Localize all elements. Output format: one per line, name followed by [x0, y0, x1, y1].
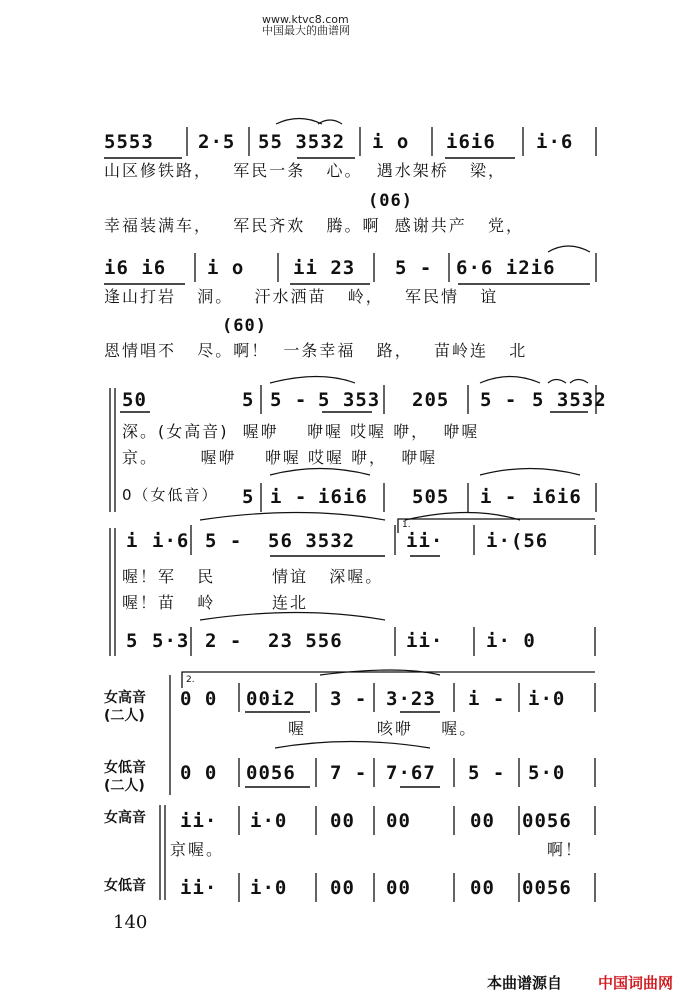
s4-bottom-6: i· 0 [486, 630, 536, 652]
s5-v1-bar-2: 00i2 [246, 688, 296, 710]
footer-brand[interactable]: 中国词曲网 [598, 974, 674, 992]
s4-top-5: ii· [406, 530, 444, 552]
s3-bottom-5: i - [480, 486, 518, 508]
s5-v3-bar-3: 00 [330, 810, 355, 832]
s4-bottom-1: 5 [126, 630, 139, 652]
page-number: 140 [113, 912, 148, 933]
s5-voice-3-label: 女高音 [104, 810, 146, 826]
s4-top-4: 56 3532 [268, 530, 356, 552]
s5-v3-bar-5: 00 [470, 810, 495, 832]
s1-aside: (06) [368, 191, 413, 211]
s2-lyric-2: 恩情唱不 尽。啊！ 一条幸福 路， 苗岭连 北 [104, 341, 528, 360]
s2-bar-5: 6·6 i2i6 [456, 257, 556, 279]
s5-v2-bar-1: 0 0 [180, 762, 218, 784]
s5-v4-bar-6: 0056 [522, 877, 572, 899]
s3-lyric-1: 深。(女高音) 喔咿 咿喔 哎喔 咿， 咿喔 [122, 422, 480, 441]
s3-top-3: 5 - [270, 389, 308, 411]
s4-bottom-2: 5·3 [152, 630, 190, 652]
s2-lyric-1: 逢山打岩 洞。 汗水洒苗 岭， 军民情 谊 [104, 287, 499, 306]
s3-top-5: 205 [412, 389, 450, 411]
s4-bottom-5: ii· [406, 630, 444, 652]
s1-bar-3: 55 3532 [258, 131, 346, 153]
s2-bar-1: i6 i6 [104, 257, 167, 279]
s4-lyric-2: 喔！苗 岭 连北 [122, 593, 308, 612]
s3-lyric-2: 京。 喔咿 咿喔 哎喔 咿， 咿喔 [122, 448, 438, 467]
s2-bar-2: i o [207, 257, 245, 279]
s2-bar-3: ii 23 [293, 257, 356, 279]
site-tagline: 中国最大的曲谱网 [262, 24, 350, 37]
s5-voice-1-label: 女高音 (二人) [104, 690, 146, 724]
s3-bottom-6: i6i6 [532, 486, 582, 508]
s5-v4-bar-2: i·0 [250, 877, 288, 899]
s5-v1-lyric: 喔 咳咿 喔。 [288, 719, 478, 738]
s1-lyric-1: 山区修铁路， 军民一条 心。 遇水架桥 梁， [104, 161, 506, 180]
s1-bar-5: i6i6 [446, 131, 496, 153]
s5-v2-bar-2: 0056 [246, 762, 296, 784]
s5-v3-lyric-2: 啊！ [547, 840, 584, 859]
s5-volta-label: 2. [186, 675, 195, 685]
s2-bar-4: 5 - [395, 257, 433, 279]
s1-bar-4: i o [372, 131, 410, 153]
s3-bottom-label: 0（女低音） [122, 486, 219, 504]
s5-v3-bar-2: i·0 [250, 810, 288, 832]
s3-bottom-4: 505 [412, 486, 450, 508]
s5-voice-4-label: 女低音 [104, 878, 146, 894]
s1-lyric-2: 幸福装满车， 军民齐欢 腾。啊 感谢共产 党， [104, 216, 524, 235]
s3-top-7: 5 3532 [532, 389, 607, 411]
s1-bar-6: i·6 [536, 131, 574, 153]
s5-v1-bar-6: i·0 [528, 688, 566, 710]
s3-top-4: 5 353 [318, 389, 381, 411]
s5-v4-bar-1: ii· [180, 877, 218, 899]
site-url[interactable]: www.ktvc8.com [262, 13, 349, 26]
s3-bottom-2: i - [270, 486, 308, 508]
s5-v2-bar-3: 7 - [330, 762, 368, 784]
s4-volta-label: 1. [402, 520, 411, 530]
s5-voice-2-label: 女低音 (二人) [104, 760, 146, 794]
s4-top-3: 5 - [205, 530, 243, 552]
s4-top-6: i·(56 [486, 530, 549, 552]
s5-v4-bar-4: 00 [386, 877, 411, 899]
s3-bottom-1: 5 [242, 486, 255, 508]
s4-top-2: i·6 [152, 530, 190, 552]
s5-v1-bar-5: i - [468, 688, 506, 710]
s5-v1-bar-1: 0 0 [180, 688, 218, 710]
s5-v3-bar-6: 0056 [522, 810, 572, 832]
s5-v1-bar-3: 3 - [330, 688, 368, 710]
s5-v2-bar-5: 5 - [468, 762, 506, 784]
s1-bar-2: 2·5 [198, 131, 236, 153]
s4-bottom-4: 23 556 [268, 630, 343, 652]
s5-v3-lyric-1: 京喔。 [170, 840, 225, 859]
s5-v2-bar-6: 5·0 [528, 762, 566, 784]
s4-bottom-3: 2 - [205, 630, 243, 652]
s5-v2-bar-4: 7·67 [386, 762, 436, 784]
s3-bottom-3: i6i6 [318, 486, 368, 508]
s5-v3-bar-4: 00 [386, 810, 411, 832]
s3-top-2: 5 [242, 389, 255, 411]
footer-source: 本曲谱源自 [487, 974, 563, 992]
s4-lyric-1: 喔！军 民 情谊 深喔。 [122, 567, 384, 586]
s1-bar-1: 5553 [104, 131, 154, 153]
s5-v1-bar-4: 3·23 [386, 688, 436, 710]
s5-v4-bar-5: 00 [470, 877, 495, 899]
s5-v4-bar-3: 00 [330, 877, 355, 899]
s5-v3-bar-1: ii· [180, 810, 218, 832]
s2-aside: (60) [222, 316, 267, 336]
s3-top-6: 5 - [480, 389, 518, 411]
s3-top-1: 50 [122, 389, 147, 411]
s4-top-1: i [126, 530, 139, 552]
